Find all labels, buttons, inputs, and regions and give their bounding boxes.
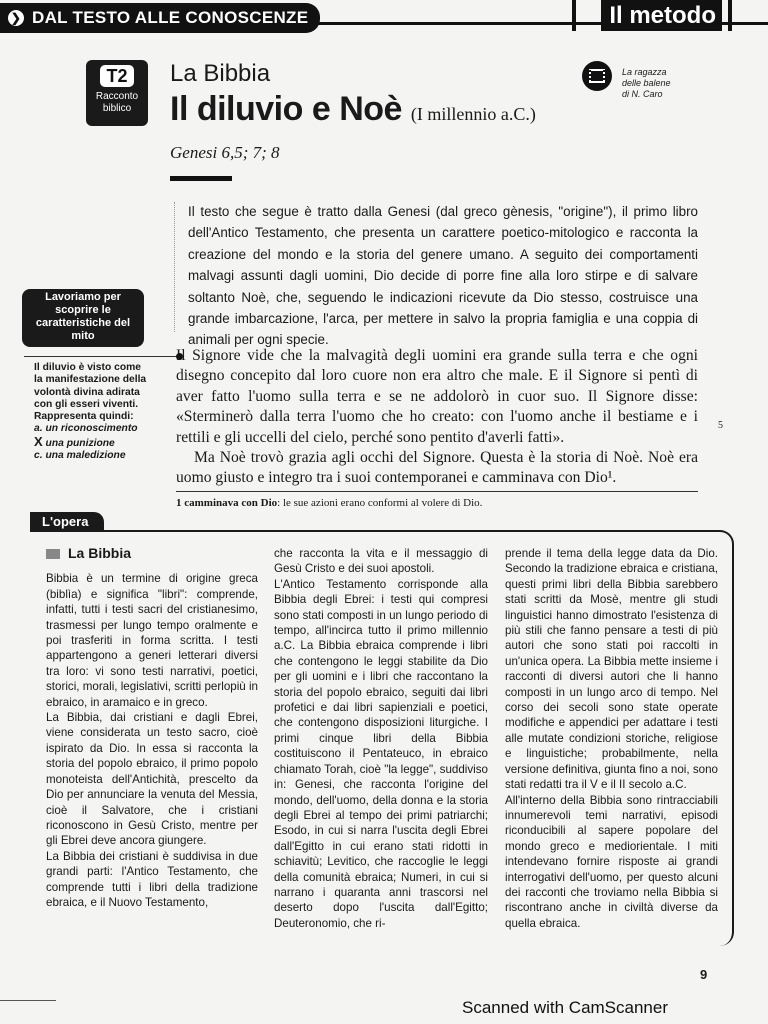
- kicker: La Bibbia: [170, 60, 271, 87]
- chevron-right-icon: ❯: [8, 10, 24, 26]
- biblical-paragraph: Il Signore vide che la malvagità degli uomini era grande sulla terra e che ogni disegno concepito dal loro cuore non era altro che male. E il Signore si pentì di aver fatto l'uomo sulla terra e se ne addolorò in cuor suo. Il Signore disse: «Sterminerò dalla terra l'uomo che ho creato: con l'uomo anche il bestiame e i rettili e gli uccelli del cielo, perché sono pentito d'averli fatti».: [176, 347, 698, 446]
- activity-box: [22, 289, 144, 347]
- option-a[interactable]: a. un riconoscimento: [34, 423, 138, 435]
- side-connector-line: [24, 356, 180, 357]
- checkmark-x-icon: X: [34, 433, 43, 449]
- method-label: Il metodo: [601, 0, 722, 31]
- bottom-rule: [0, 1000, 56, 1001]
- option-c[interactable]: c. una maledizione: [34, 450, 126, 462]
- opera-column-2: [274, 546, 488, 931]
- footnote-rule: [176, 491, 698, 492]
- opera-tab: L'opera: [30, 512, 104, 532]
- section-label: DAL TESTO ALLE CONOSCENZE: [32, 8, 309, 27]
- opera-column-3: [505, 546, 718, 931]
- opera-paragraph: L'Antico Testamento corrisponde alla Bibbia degli Ebrei: i testi qui compresi sono stati composti in un lungo periodo di tempo, all'incirca tutto il primo millennio a.C. La Bibbia ebraica comprende i libri che contengono le leggi stabilite da Dio per gli uomini e i libri che raccontano la storia del popolo ebraico, seguiti dai libri profetici e dai libri sapienziali e poetici, che contengono disposizioni liturgiche. I primi cinque libri della Bibbia costituiscono il Pentateuco, in ebraico chiamato Torah, cioè "la legge", suddiviso in: Genesi, che racconta l'origine del mondo, dell'uomo, della donna e la storia degli Ebrei al tempo dei primi patriarchi; Esodo, in cui si narra l'uscita degli Ebrei dall'Egitto in cui erano stati ridotti in schiavitù; Levitico, che raccoglie le leggi della comunità ebraica; Numeri, in cui si narrano i quaranta anni trascorsi nel deserto dopo l'uscita dall'Egitto; Deuteronomio, che ri-: [274, 577, 488, 930]
- biblical-paragraph: Ma Noè trovò grazia agli occhi del Signore. Questa è la storia di Noè. Noè era uomo giusto e integro tra i suoi contemporanei e camminava con Dio¹.: [176, 449, 698, 487]
- line-number: 5: [718, 420, 723, 431]
- intro-paragraph: Il testo che segue è tratto dalla Genesi (dal greco gènesis, "origine"), il primo libro dell'Antico Testamento, che presenta un carattere poetico-mitologico e racconta la creazione del mondo e la storia del genere umano. A seguito dei comportamenti malvagi assunti dagli uomini, Dio decide di porre fine alla loro stirpe e di salvare soltanto Noè, che, seguendo le indicazioni ricevute da Dio stesso, costruisce una grande imbarcazione, l'arca, per mettere in salvo la propria famiglia e una coppia di animali per ogni specie.: [188, 204, 698, 348]
- film-reel-icon: [581, 60, 613, 92]
- text-type: Racconto biblico: [95, 91, 139, 114]
- opera-paragraph: Bibbia è un termine di origine greca (biblìa) e significa "libri": comprende, infatti, tutti i testi sacri del cristianesimo, trasmessi per lungo tempo oralmente e poi trasferiti in forma scritta. I testi appartengono a generi letterari diversi tra loro: vi sono testi narrativi, poetici, storici, morali, legislativi, scritti perlopiù in ebraico, in aramaico e in greco.: [46, 572, 258, 709]
- title-text: Il diluvio e Noè: [170, 90, 402, 128]
- section-tab: [0, 3, 320, 33]
- opera-paragraph: La Bibbia dei cristiani è suddivisa in due grandi parti: l'Antico Testamento, che comprende tutti i libri della tradizione ebraica, e il Nuovo Testamento,: [46, 849, 258, 909]
- side-question-text: Il diluvio è visto come la manifestazione della volontà divina adirata con gli esseri viventi. Rappresenta quindi:: [34, 362, 147, 423]
- footnote: [176, 497, 482, 509]
- scanner-watermark: Scanned with CamScanner: [462, 998, 669, 1017]
- side-question: [34, 362, 150, 462]
- film-suggestion: [622, 67, 702, 100]
- top-bar: [0, 0, 768, 34]
- opera-paragraph: All'interno della Bibbia sono rintracciabili innumerevoli temi narrativi, episodi riconducibili al sapere popolare del mondo greco e mediorientale. I miti intendevano fornire risposte ai grandi interrogativi dell'uomo, per questo alcuni dei racconti che troviamo nella Bibbia si riscontrano anche in civiltà diverse da quella ebraica.: [505, 793, 718, 930]
- film-note-line: La ragazza: [622, 67, 667, 77]
- intro-margin-bar: [174, 202, 179, 332]
- film-note-line: di N. Caro: [622, 89, 663, 99]
- opera-paragraph: che racconta la vita e il messaggio di Gesù Cristo e dei suoi apostoli.: [274, 547, 488, 576]
- method-divider: [572, 0, 576, 31]
- page-number: 9: [700, 967, 708, 982]
- footnote-term: 1 camminava con Dio: [176, 497, 278, 509]
- footnote-text: : le sue azioni erano conformi al volere di Dio.: [277, 497, 483, 509]
- film-note-line: delle balene: [622, 78, 671, 88]
- opera-heading: [46, 546, 258, 561]
- option-b-label: una punizione: [45, 437, 115, 449]
- option-b[interactable]: [34, 433, 150, 450]
- activity-label: Lavoriamo per scoprire le caratteristiche del mito: [35, 291, 131, 342]
- method-divider-right: [728, 0, 732, 31]
- biblical-text: [176, 346, 698, 489]
- page-title: [170, 90, 536, 129]
- title-date: (I millennio a.C.): [410, 104, 536, 124]
- opera-paragraph: prende il tema della legge data da Dio. Secondo la tradizione ebraica e cristiana, questi primi libri della Bibbia sarebbero stati scritti da Mosè, mentre gli studi linguistici hanno dimostrato l'esistenza di più stili che fanno pensare a testi di più autori che sono stati poi raccolti in un'unica opera. La Bibbia mette insieme i racconti di diversi autori che li hanno composti in un lungo arco di tempo. Nel corso dei secoli sono state operate modifiche e appendici per adattare i testi alle mutate condizioni storiche, religiose e linguistiche; probabilmente, nella versione definitiva, giunta fino a noi, sono stati redatti tra il V e il II secolo a.C.: [505, 547, 718, 792]
- opera-heading-text: La Bibbia: [68, 545, 132, 561]
- opera-paragraph: La Bibbia, dai cristiani e dagli Ebrei, viene considerata un testo sacro, cioè ispirato da Dio. In essa si racconta la storia del popolo ebraico, il primo popolo monoteista dell'Antichità, prescelto da Dio per annunciare la venuta del Messia, cioè il Salvatore, che i cristiani riconoscono in Gesù Cristo, mentre per gli Ebrei deve ancora giungere.: [46, 711, 258, 848]
- title-underline: [170, 176, 232, 181]
- text-code: T2: [100, 65, 133, 87]
- opera-column-1: [46, 546, 258, 910]
- bullet-square-icon: [46, 549, 60, 559]
- text-badge: [86, 60, 148, 126]
- bible-reference: Genesi 6,5; 7; 8: [170, 143, 280, 162]
